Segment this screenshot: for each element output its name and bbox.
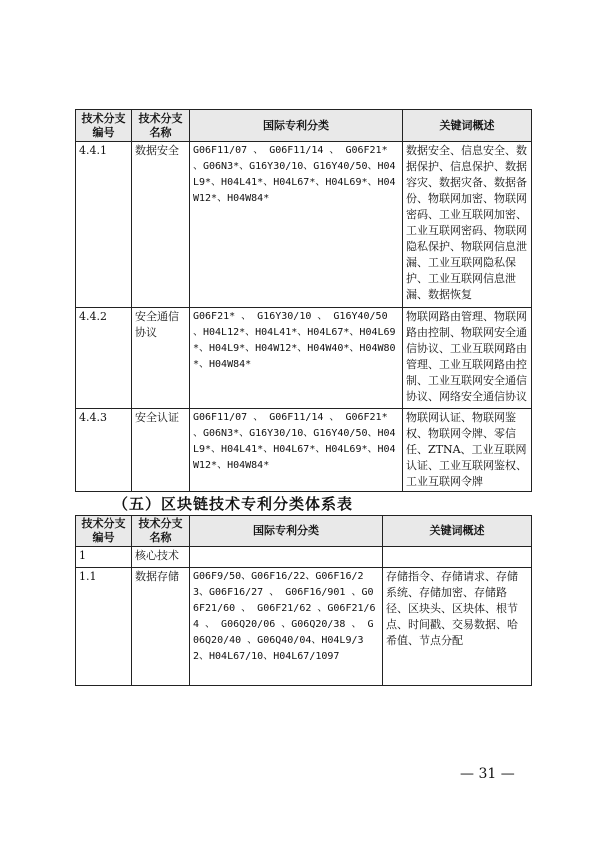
- cell-id: 1.1: [76, 568, 132, 686]
- table-row: [76, 547, 532, 568]
- ipc-table-iot-security: [75, 109, 532, 492]
- table-row: [76, 142, 532, 308]
- cell-ipc: [190, 547, 383, 568]
- table-header-row: [76, 516, 532, 547]
- col-header-id: 技术分支编号: [76, 110, 132, 142]
- col-header-keywords: 关键词概述: [403, 110, 532, 142]
- col-header-ipc: 国际专利分类: [190, 516, 383, 547]
- cell-ipc: G06F11/07 、 G06F11/14 、 G06F21* 、G06N3*、G16Y30/10、G16Y40/50、H04L9*、H04L41*、H04L67*、H04L69*、H04W12*、H04W84*: [190, 409, 403, 492]
- cell-id: 4.4.3: [76, 409, 132, 492]
- cell-keywords: 存储指令、存储请求、存储系统、存储加密、存储路径、区块头、区块体、根节点、时间戳、交易数据、哈希值、节点分配: [383, 568, 532, 686]
- cell-ipc: G06F11/07 、 G06F11/14 、 G06F21* 、G06N3*、G16Y30/10、G16Y40/50、H04L9*、H04L41*、H04L67*、H04L69*、H04W12*、H04W84*: [190, 142, 403, 308]
- col-header-id: 技术分支编号: [76, 516, 132, 547]
- cell-keywords: 数据安全、信息安全、数据保护、信息保护、数据容灾、数据灾备、数据备份、物联网加密、物联网密码、工业互联网加密、工业互联网密码、物联网隐私保护、物联网信息泄漏、工业互联网隐私保护、工业互联网信息泄漏、数据恢复: [403, 142, 532, 308]
- cell-keywords: 物联网认证、物联网鉴权、物联网令牌、零信任、ZTNA、工业互联网认证、工业互联网鉴权、工业互联网令牌: [403, 409, 532, 492]
- ipc-table-blockchain: [75, 515, 532, 686]
- cell-name: 数据安全: [132, 142, 190, 308]
- cell-ipc: G06F9/50、G06F16/22、G06F16/23、G06F16/27 、 G06F16/901 、G06F21/60 、 G06F21/62 、G06F21/64 、 G06Q20/06 、G06Q20/38 、 G06Q20/40 、G06Q40/04、H04L9/32、H04L67/10、H04L67/1097: [190, 568, 383, 686]
- cell-ipc: G06F21* 、 G16Y30/10 、 G16Y40/50 、H04L12*、H04L41*、H04L67*、H04L69*、H04L9*、H04W12*、H04W40*、H04W80*、H04W84*: [190, 308, 403, 409]
- cell-id: 4.4.1: [76, 142, 132, 308]
- cell-keywords: 物联网路由管理、物联网路由控制、物联网安全通信协议、工业互联网路由管理、工业互联网路由控制、工业互联网安全通信协议、网络安全通信协议: [403, 308, 532, 409]
- cell-id: 4.4.2: [76, 308, 132, 409]
- cell-keywords: [383, 547, 532, 568]
- col-header-name: 技术分支名称: [132, 110, 190, 142]
- cell-name: 安全通信协议: [132, 308, 190, 409]
- page-number: — 31 —: [460, 766, 515, 782]
- table-row: [76, 568, 532, 686]
- table-row: [76, 409, 532, 492]
- table-header-row: [76, 110, 532, 142]
- cell-name: 核心技术: [132, 547, 190, 568]
- table-row: [76, 308, 532, 409]
- col-header-name: 技术分支名称: [132, 516, 190, 547]
- cell-name: 安全认证: [132, 409, 190, 492]
- cell-name: 数据存储: [132, 568, 190, 686]
- col-header-keywords: 关键词概述: [383, 516, 532, 547]
- section-heading: （五）区块链技术专利分类体系表: [113, 495, 354, 513]
- col-header-ipc: 国际专利分类: [190, 110, 403, 142]
- cell-id: 1: [76, 547, 132, 568]
